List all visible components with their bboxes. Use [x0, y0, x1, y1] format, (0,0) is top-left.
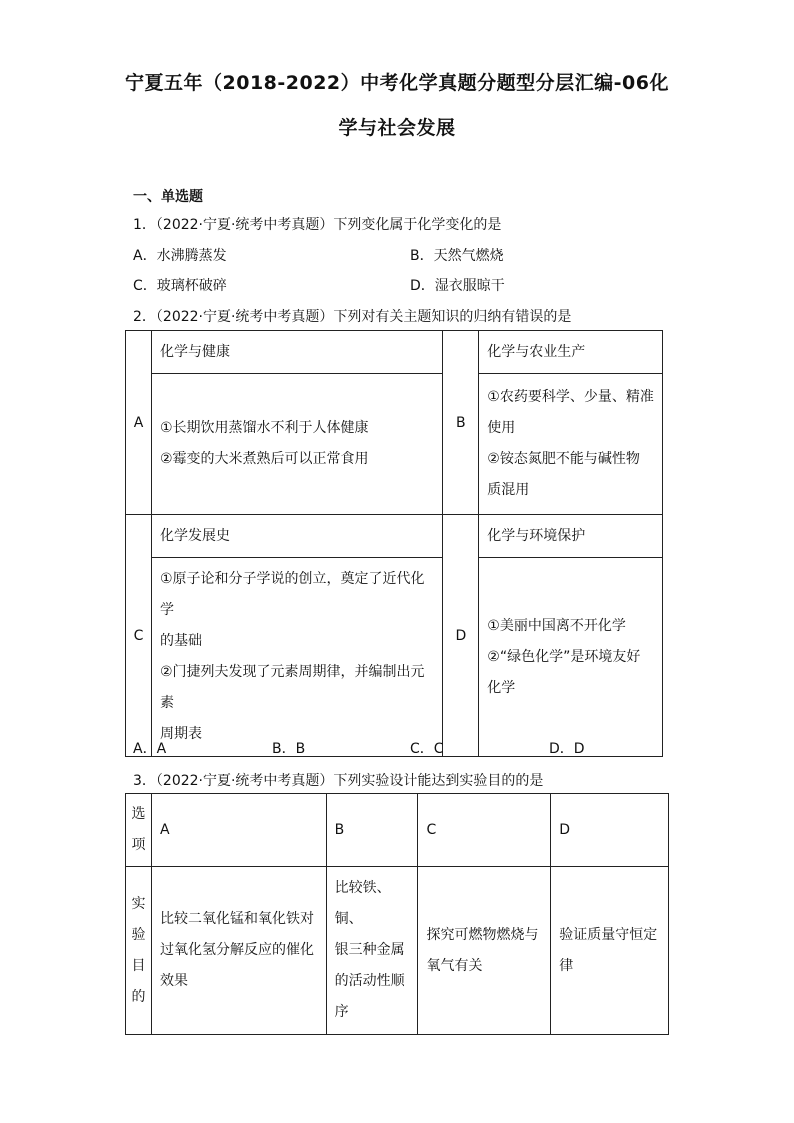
q2-label-b: B — [443, 331, 479, 515]
q3-header-d: D — [559, 821, 570, 838]
q2-c-line3: ②门捷列夫发现了元素周期律，并编制出元素 — [159, 664, 425, 711]
q1-stem: 1．（2022·宁夏·统考中考真题）下列变化属于化学变化的是 — [133, 217, 502, 233]
q2-option-b: B．B — [272, 741, 306, 757]
q2-a-heading: 化学与健康 — [159, 344, 230, 360]
q2-c-line4: 周期表 — [159, 726, 202, 742]
q3-stem: 3．（2022·宁夏·统考中考真题）下列实验设计能达到实验目的的是 — [133, 773, 544, 789]
q2-table — [125, 330, 663, 757]
q3-header-c: C — [426, 821, 437, 838]
q1-option-d: D．湿衣服晾干 — [410, 278, 505, 294]
q2-label-c: C — [126, 515, 152, 757]
q3-row-label-4: 的 — [131, 988, 146, 1005]
q2-stem: 2．（2022·宁夏·统考中考真题）下列对有关主题知识的归纳有错误的是 — [133, 309, 572, 325]
q1-option-b: B．天然气燃烧 — [410, 248, 504, 264]
q3-b-line4: 序 — [334, 1004, 349, 1020]
q2-b-line3: ②铵态氮肥不能与碱性物 — [487, 451, 640, 467]
q2-option-c: C．C — [410, 741, 444, 757]
document-title-line2: 学与社会发展 — [338, 117, 456, 139]
q2-option-a: A．A — [133, 741, 167, 757]
q2-a-line2: ②霉变的大米煮熟后可以正常食用 — [159, 451, 369, 467]
q3-b-line3: 的活动性顺 — [334, 973, 405, 989]
q3-c-line2: 氧气有关 — [426, 957, 483, 974]
q2-option-d: D．D — [549, 741, 585, 757]
q3-b-line1: 比较铁、铜、 — [334, 880, 391, 927]
document-title-line1: 宁夏五年（2018-2022）中考化学真题分题型分层汇编-06化 — [125, 72, 669, 94]
q3-row-label-2: 验 — [131, 926, 146, 943]
q2-label-a: A — [126, 331, 152, 515]
q2-d-heading: 化学与环境保护 — [487, 528, 586, 544]
q3-a-line2: 过氧化氢分解反应的催化 — [159, 942, 314, 958]
section-heading: 一、单选题 — [133, 189, 203, 205]
q3-a-line3: 效果 — [159, 973, 188, 989]
q2-a-line1: ①长期饮用蒸馏水不利于人体健康 — [159, 420, 369, 436]
q3-d-line2: 律 — [559, 957, 574, 974]
q3-header-a: A — [159, 821, 170, 838]
q2-d-line2: ②“绿色化学”是环境友好 — [487, 648, 641, 665]
q3-row-label-1: 实 — [131, 895, 146, 912]
q2-d-line3: 化学 — [487, 679, 516, 696]
q1-option-c: C．玻璃杯破碎 — [133, 278, 227, 294]
q2-c-line1: ①原子论和分子学说的创立，奠定了近代化学 — [159, 571, 425, 618]
q3-b-line2: 银三种金属 — [334, 942, 405, 958]
q3-c-line1: 探究可燃物燃烧与 — [426, 926, 539, 943]
q3-a-line1: 比较二氧化锰和氧化铁对 — [159, 911, 314, 927]
q3-header-col1-a: 选 — [131, 806, 146, 822]
q2-c-heading: 化学发展史 — [159, 528, 230, 544]
q2-c-line2: 的基础 — [159, 633, 202, 649]
q1-option-a: A．水沸腾蒸发 — [133, 248, 227, 264]
q3-table — [125, 793, 669, 1035]
q2-b-line1: ①农药要科学、少量、精准 — [487, 389, 654, 405]
q2-d-line1: ①美丽中国离不开化学 — [487, 617, 626, 634]
q2-b-line4: 质混用 — [487, 482, 530, 498]
q2-b-heading: 化学与农业生产 — [487, 344, 586, 360]
q3-header-col1-b: 项 — [131, 837, 146, 853]
q2-label-d: D — [443, 515, 479, 757]
q3-d-line1: 验证质量守恒定 — [559, 926, 658, 943]
q3-header-b: B — [334, 821, 345, 838]
q3-row-label-3: 目 — [131, 957, 146, 974]
q2-b-line2: 使用 — [487, 420, 516, 436]
